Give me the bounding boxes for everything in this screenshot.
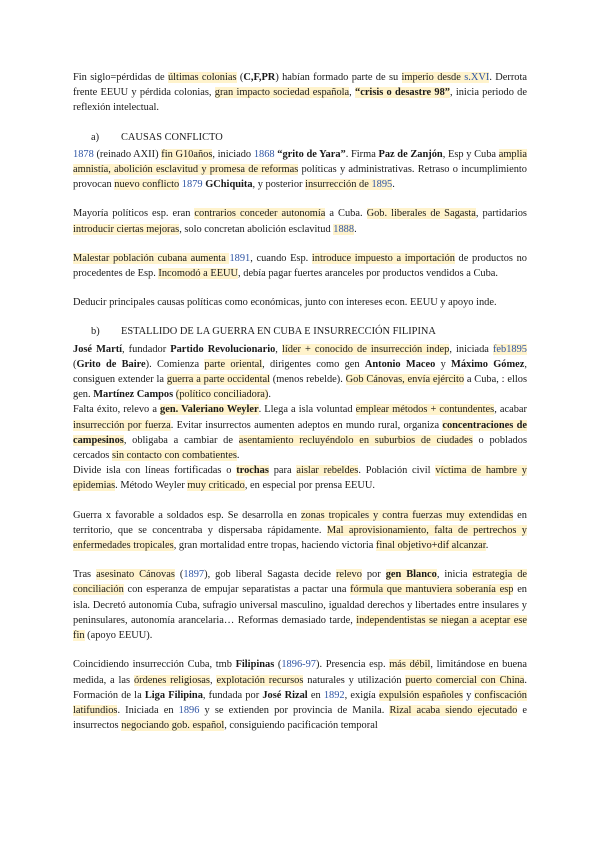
text: , gran mortalidad entre tropas, haciendo victoria bbox=[173, 540, 376, 552]
text: (menos rebelde). bbox=[269, 374, 346, 386]
highlight-date: 1895 bbox=[371, 179, 393, 191]
highlight: gran impacto sociedad española bbox=[214, 87, 350, 99]
text: . bbox=[354, 223, 357, 235]
highlight: Mal aprovisionamiento, falta de pertrechos y enfermedades tropicales bbox=[73, 524, 527, 552]
paragraph-politics bbox=[73, 206, 527, 236]
bold-highlight: gen. Valeriano Weyler bbox=[160, 404, 259, 416]
highlight: órdenes religiosas bbox=[133, 674, 210, 686]
highlight: parte oriental bbox=[204, 358, 263, 370]
text: . Evitar insurrectos aumenten adeptos en mundo rural, organiza bbox=[170, 419, 443, 431]
highlight: Gob Cánovas, envía ejército bbox=[345, 374, 465, 386]
text: , bbox=[349, 87, 356, 99]
text: . Firma bbox=[345, 148, 379, 160]
text: , inicia bbox=[436, 569, 473, 581]
highlight: independentistas se niegan a aceptar ese fin bbox=[73, 614, 527, 642]
text: . bbox=[392, 179, 395, 191]
text: en bbox=[307, 689, 324, 701]
section-heading-b bbox=[91, 324, 527, 339]
text: y se extienden por provincia de Manila. bbox=[199, 704, 390, 716]
text: , cuando Esp. bbox=[250, 252, 312, 264]
highlight: asentamiento recluyéndolo en suburbios de ciudades bbox=[238, 434, 473, 446]
highlight: contrarios conceder autonomía bbox=[194, 208, 326, 220]
date: 1896 bbox=[178, 704, 200, 716]
text: naturales y utilización bbox=[303, 674, 406, 686]
text: . Iniciada en bbox=[117, 704, 179, 716]
text: . Llega a isla voluntad bbox=[258, 404, 356, 416]
highlight: insurrección por fuerza bbox=[73, 419, 171, 431]
text: Coincidiendo insurrección Cuba, tmb bbox=[73, 659, 236, 671]
highlight: amplia amnistía, abolición esclavitud y promesa de reformas bbox=[73, 148, 527, 176]
highlight-date: feb1895 bbox=[492, 343, 527, 355]
bold-term: GChiquita bbox=[205, 179, 253, 191]
text: de productos no procedentes de Esp. bbox=[73, 252, 527, 280]
highlight: aislar rebeldes bbox=[296, 465, 359, 477]
paragraph-causes bbox=[73, 147, 527, 193]
text: , Esp y Cuba bbox=[442, 148, 499, 160]
heading-text: ESTALLIDO DE LA GUERRA EN CUBA E INSURRECCIÓN FILIPINA bbox=[121, 326, 436, 338]
bold-term: Paz de Zanjón bbox=[378, 148, 443, 160]
highlight: confiscación latifundios bbox=[73, 689, 527, 716]
bold-term: Máximo Gómez bbox=[451, 358, 525, 370]
text: , partidarios bbox=[475, 208, 527, 220]
text: . bbox=[485, 540, 489, 552]
text: . Derrota frente EEUU y pérdida colonias, bbox=[73, 72, 527, 99]
highlight: fin G10años bbox=[161, 148, 213, 160]
heading-number: a) bbox=[91, 131, 100, 143]
text: , limitándose en buena medida, a las bbox=[73, 659, 527, 686]
bold-highlight: gen Blanco bbox=[385, 569, 437, 581]
text: , inicia periodo de reflexión intelectual. bbox=[73, 87, 527, 114]
text: y bbox=[435, 358, 452, 370]
heading-text: CAUSAS CONFLICTO bbox=[121, 131, 223, 143]
text: a Cuba, : ellos gen. bbox=[73, 374, 527, 401]
highlight: final objetivo+dif alcanzar bbox=[375, 540, 486, 552]
highlight: (político conciliadora) bbox=[175, 389, 269, 401]
text: ). Comienza bbox=[145, 358, 205, 370]
text: , obligaba a cambiar de bbox=[123, 434, 239, 446]
highlight: Malestar población cubana aumenta bbox=[73, 252, 230, 264]
text: , exigía bbox=[344, 689, 379, 701]
text: , consiguen extender la bbox=[73, 358, 527, 386]
text: ). Presencia esp. bbox=[316, 659, 390, 671]
highlight: líder + conocido de insurrección indep bbox=[281, 343, 450, 355]
text: . bbox=[268, 389, 271, 401]
text: , iniciado bbox=[212, 148, 254, 160]
text: ( bbox=[73, 358, 77, 370]
highlight: expulsión españoles bbox=[378, 689, 463, 701]
text: políticas y administrativas. Retraso o incumplimiento provocan bbox=[73, 164, 527, 191]
text: Falta éxito, relevo a bbox=[73, 404, 161, 416]
date: 1896-97 bbox=[281, 659, 316, 671]
text: . Método Weyler bbox=[115, 480, 188, 492]
bold-term: Partido Revolucionario bbox=[170, 343, 276, 355]
paragraph-economy bbox=[73, 251, 527, 281]
bold-term: José Martí bbox=[73, 343, 123, 355]
highlight: sin contacto con combatientes bbox=[111, 450, 237, 462]
text: , iniciada bbox=[449, 343, 493, 355]
text: Tras bbox=[73, 569, 97, 581]
date: 1892 bbox=[323, 689, 345, 701]
text: ), gob liberal Sagasta decide bbox=[204, 569, 336, 581]
text: e insurrectos bbox=[73, 704, 527, 732]
text: y bbox=[462, 689, 475, 701]
highlight: nuevo conflicto bbox=[114, 179, 180, 191]
bold-term: Martínez Campos bbox=[93, 389, 174, 401]
text: o poblados cercados bbox=[73, 434, 527, 462]
text: por bbox=[361, 569, 386, 581]
text: , debía pagar fuertes aranceles por productos vendidos a Cuba. bbox=[238, 268, 499, 280]
date: 1897 bbox=[183, 569, 205, 581]
highlight: más débil bbox=[389, 659, 431, 671]
highlight: víctima de hambre y epidemias bbox=[73, 465, 528, 492]
section-heading-a bbox=[91, 130, 527, 145]
text: ( bbox=[174, 569, 184, 581]
highlight: fórmula que mantuviera soberanía esp bbox=[350, 584, 514, 596]
date: 1891 bbox=[229, 252, 251, 264]
highlight: Incomodó a EEUU bbox=[158, 268, 239, 280]
text: , fundada por bbox=[202, 689, 263, 701]
text: . bbox=[236, 450, 240, 462]
bold-highlight: “crisis o desastre 98” bbox=[355, 87, 450, 99]
highlight: introduce impuesto a importación bbox=[311, 252, 455, 264]
highlight: Rizal acaba siendo ejecutado bbox=[389, 704, 518, 716]
highlight: últimas colonias bbox=[167, 72, 237, 83]
bold-term: C,F,PR bbox=[243, 72, 276, 83]
paragraph-canovas bbox=[73, 567, 527, 643]
paragraph-marti bbox=[73, 342, 527, 403]
text: Mayoría políticos esp. eran bbox=[73, 208, 195, 220]
highlight-date: s.XVI bbox=[464, 72, 490, 83]
text: (apoyo EEUU). bbox=[84, 630, 153, 642]
text: . Formación de la bbox=[73, 674, 527, 701]
text: , bbox=[209, 674, 217, 686]
highlight: explotación recursos bbox=[216, 674, 304, 686]
text: en isla. Decretó autonomía Cuba, sufragio universal masculino, igualdad derechos y libertades entre insulares y peninsulares, autonomía arancelaria… Reformas demasiado tarde, bbox=[73, 584, 528, 626]
text: (reinado AXII) bbox=[93, 148, 162, 160]
text: a Cuba. bbox=[325, 208, 367, 220]
text: Divide isla con líneas fortificadas o bbox=[73, 465, 237, 477]
bold-term: “grito de Yara” bbox=[277, 148, 346, 160]
highlight: guerra a parte occidental bbox=[166, 374, 270, 386]
bold-term: Filipinas bbox=[235, 659, 275, 671]
text: ( bbox=[274, 659, 282, 671]
highlight: negociando gob. español bbox=[121, 720, 225, 732]
highlight: Gob. liberales de Sagasta bbox=[366, 208, 476, 220]
highlight: muy criticado bbox=[187, 480, 245, 492]
paragraph-deduce bbox=[73, 295, 527, 310]
paragraph-filipinas bbox=[73, 657, 527, 733]
heading-number: b) bbox=[91, 326, 100, 338]
bold-term: José Rizal bbox=[262, 689, 308, 701]
text: ) habían formado parte de su bbox=[275, 72, 402, 83]
text: Fin siglo=pérdidas de bbox=[73, 72, 168, 83]
paragraph-trochas bbox=[73, 463, 527, 493]
text: , solo concretan abolición esclavitud bbox=[179, 223, 334, 235]
text: , consiguiendo pacificación temporal bbox=[224, 720, 378, 732]
bold-term: Antonio Maceo bbox=[364, 358, 436, 370]
document-page bbox=[73, 70, 527, 747]
paragraph-guerra bbox=[73, 508, 527, 554]
text: Guerra x favorable a soldados esp. Se desarrolla en bbox=[73, 509, 301, 521]
text: , fundador bbox=[122, 343, 171, 355]
bold-term: Liga Filipina bbox=[144, 689, 203, 701]
text: , y posterior bbox=[252, 179, 306, 191]
bold-highlight: concentraciones de campesinos bbox=[73, 419, 527, 446]
highlight: asesinato Cánovas bbox=[96, 569, 175, 581]
highlight: estrategia de conciliación bbox=[73, 569, 528, 596]
text: , dirigentes como gen bbox=[262, 358, 365, 370]
text: , bbox=[275, 343, 282, 355]
highlight: relevo bbox=[335, 569, 362, 581]
paragraph-intro bbox=[73, 70, 527, 116]
highlight: zonas tropicales y contra fuerzas muy extendidas bbox=[300, 509, 514, 521]
text: , acabar bbox=[494, 404, 527, 416]
highlight: puerto comercial con China bbox=[405, 674, 525, 686]
highlight: insurrección de bbox=[305, 179, 372, 191]
date: 1878 bbox=[73, 148, 94, 160]
text: . Población civil bbox=[358, 465, 436, 477]
highlight-date: 1888 bbox=[333, 223, 355, 235]
paragraph-weyler bbox=[73, 402, 527, 463]
date: 1868 bbox=[253, 148, 275, 160]
highlight: introducir ciertas mejoras bbox=[73, 223, 180, 235]
text: para bbox=[268, 465, 297, 477]
text: , en especial por prensa EEUU. bbox=[244, 480, 375, 492]
highlight: imperio desde bbox=[401, 72, 465, 83]
text: ( bbox=[236, 72, 244, 83]
text: Deducir principales causas políticas como económicas, junto con intereses econ. EEUU y apoyo inde. bbox=[73, 297, 497, 309]
text: con esperanza de empujar separatistas a pactar una bbox=[123, 584, 351, 596]
text: en territorio, que se concentraba y dispersaba rápidamente. bbox=[73, 509, 527, 536]
highlight: emplear métodos + contundentes bbox=[355, 404, 495, 416]
bold-term: Grito de Baire bbox=[76, 358, 146, 370]
bold-highlight: trochas bbox=[236, 465, 269, 477]
date: 1879 bbox=[181, 179, 203, 191]
